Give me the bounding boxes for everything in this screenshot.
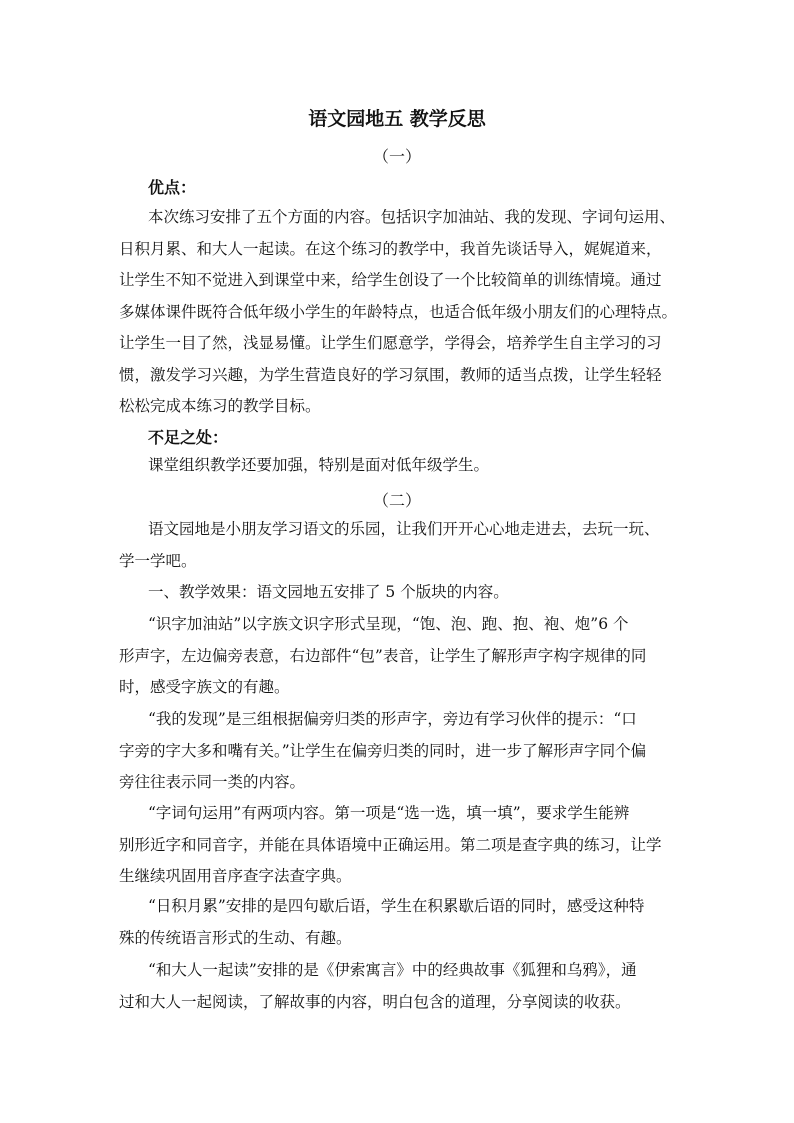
discovery-paragraph	[119, 704, 689, 799]
text-line: “日积月累”安排的是四句歇后语，学生在积累歇后语的同时，感受这种特	[148, 897, 645, 915]
text-line: 时，感受字族文的有趣。	[119, 678, 290, 696]
text-line: 字旁的字大多和嘴有关。”让学生在偏旁归类的同时，进一步了解形声字同个偏	[119, 741, 647, 760]
text-line: 生继续巩固用音序查字法查字典。	[119, 867, 352, 885]
text-line: 一、教学效果：语文园地五安排了 5 个版块的内容。	[148, 583, 509, 601]
text-line: 松松完成本练习的教学目标。	[119, 397, 321, 415]
text-line: 别形近字和同音字，并能在具体语境中正确运用。第二项是查字典的练习，让学	[119, 835, 662, 854]
text-line: “和大人一起读”安排的是《伊索寓言》中的经典故事《狐狸和乌鸦》，通	[148, 961, 637, 979]
text-line: “我的发现”是三组根据偏旁归类的形声字，旁边有学习伙伴的提示：“口	[148, 710, 637, 728]
text-line: 多媒体课件既符合低年级小学生的年龄特点，也适合低年级小朋友们的心理特点。	[119, 302, 678, 321]
effect-paragraph	[119, 577, 689, 609]
text-line: 本次练习安排了五个方面的内容。包括识字加油站、我的发现、字词句运用、	[148, 208, 676, 226]
text-line: “字词句运用”有两项内容。第一项是“选一选，填一填”，要求学生能辨	[148, 804, 630, 822]
text-line: 形声字，左边偏旁表意，右边部件“包”表音，让学生了解形声字构字规律的同	[119, 646, 647, 665]
text-line: 学一学吧。	[119, 551, 197, 570]
text-line: 让学生一目了然，浅显易懂。让学生们愿意学，学得会，培养学生自主学习的习	[119, 334, 662, 352]
weakness-paragraph	[119, 450, 689, 482]
section-two-heading: （二）	[372, 491, 421, 510]
text-line: 旁往往表示同一类的内容。	[119, 773, 306, 791]
text-line: 让学生不知不觉进入到课堂中来，给学生创设了一个比较简单的训练情境。通过	[119, 271, 662, 289]
strengths-label: 优点：	[148, 178, 197, 197]
strengths-paragraph	[119, 202, 689, 423]
section-one-heading: （一）	[372, 147, 421, 166]
text-line: 惯，激发学习兴趣，为学生营造良好的学习氛围，教师的适当点拨，让学生轻轻	[119, 365, 662, 384]
text-line: 课堂组织教学还要加强，特别是面对低年级学生。	[148, 456, 490, 474]
text-line: 语文园地是小朋友学习语文的乐园，让我们开开心心地走进去，去玩一玩、	[148, 520, 660, 538]
daily-paragraph	[119, 891, 689, 954]
text-line: “识字加油站”以字族文识字形式呈现，“饱、泡、跑、抱、袍、炮”6 个	[148, 615, 629, 633]
document-title: 语文园地五 教学反思	[308, 108, 486, 130]
words-paragraph	[119, 798, 689, 893]
reading-paragraph	[119, 955, 689, 1018]
text-line: 过和大人一起阅读，了解故事的内容，明白包含的道理，分享阅读的收获。	[119, 992, 631, 1011]
weakness-label: 不足之处：	[148, 428, 229, 447]
text-line: 殊的传统语言形式的生动、有趣。	[119, 928, 352, 947]
text-line: 日积月累、和大人一起读。在这个练习的教学中，我首先谈话导入，娓娓道来，	[119, 239, 662, 258]
literacy-paragraph	[119, 609, 689, 704]
intro-paragraph	[119, 514, 689, 577]
